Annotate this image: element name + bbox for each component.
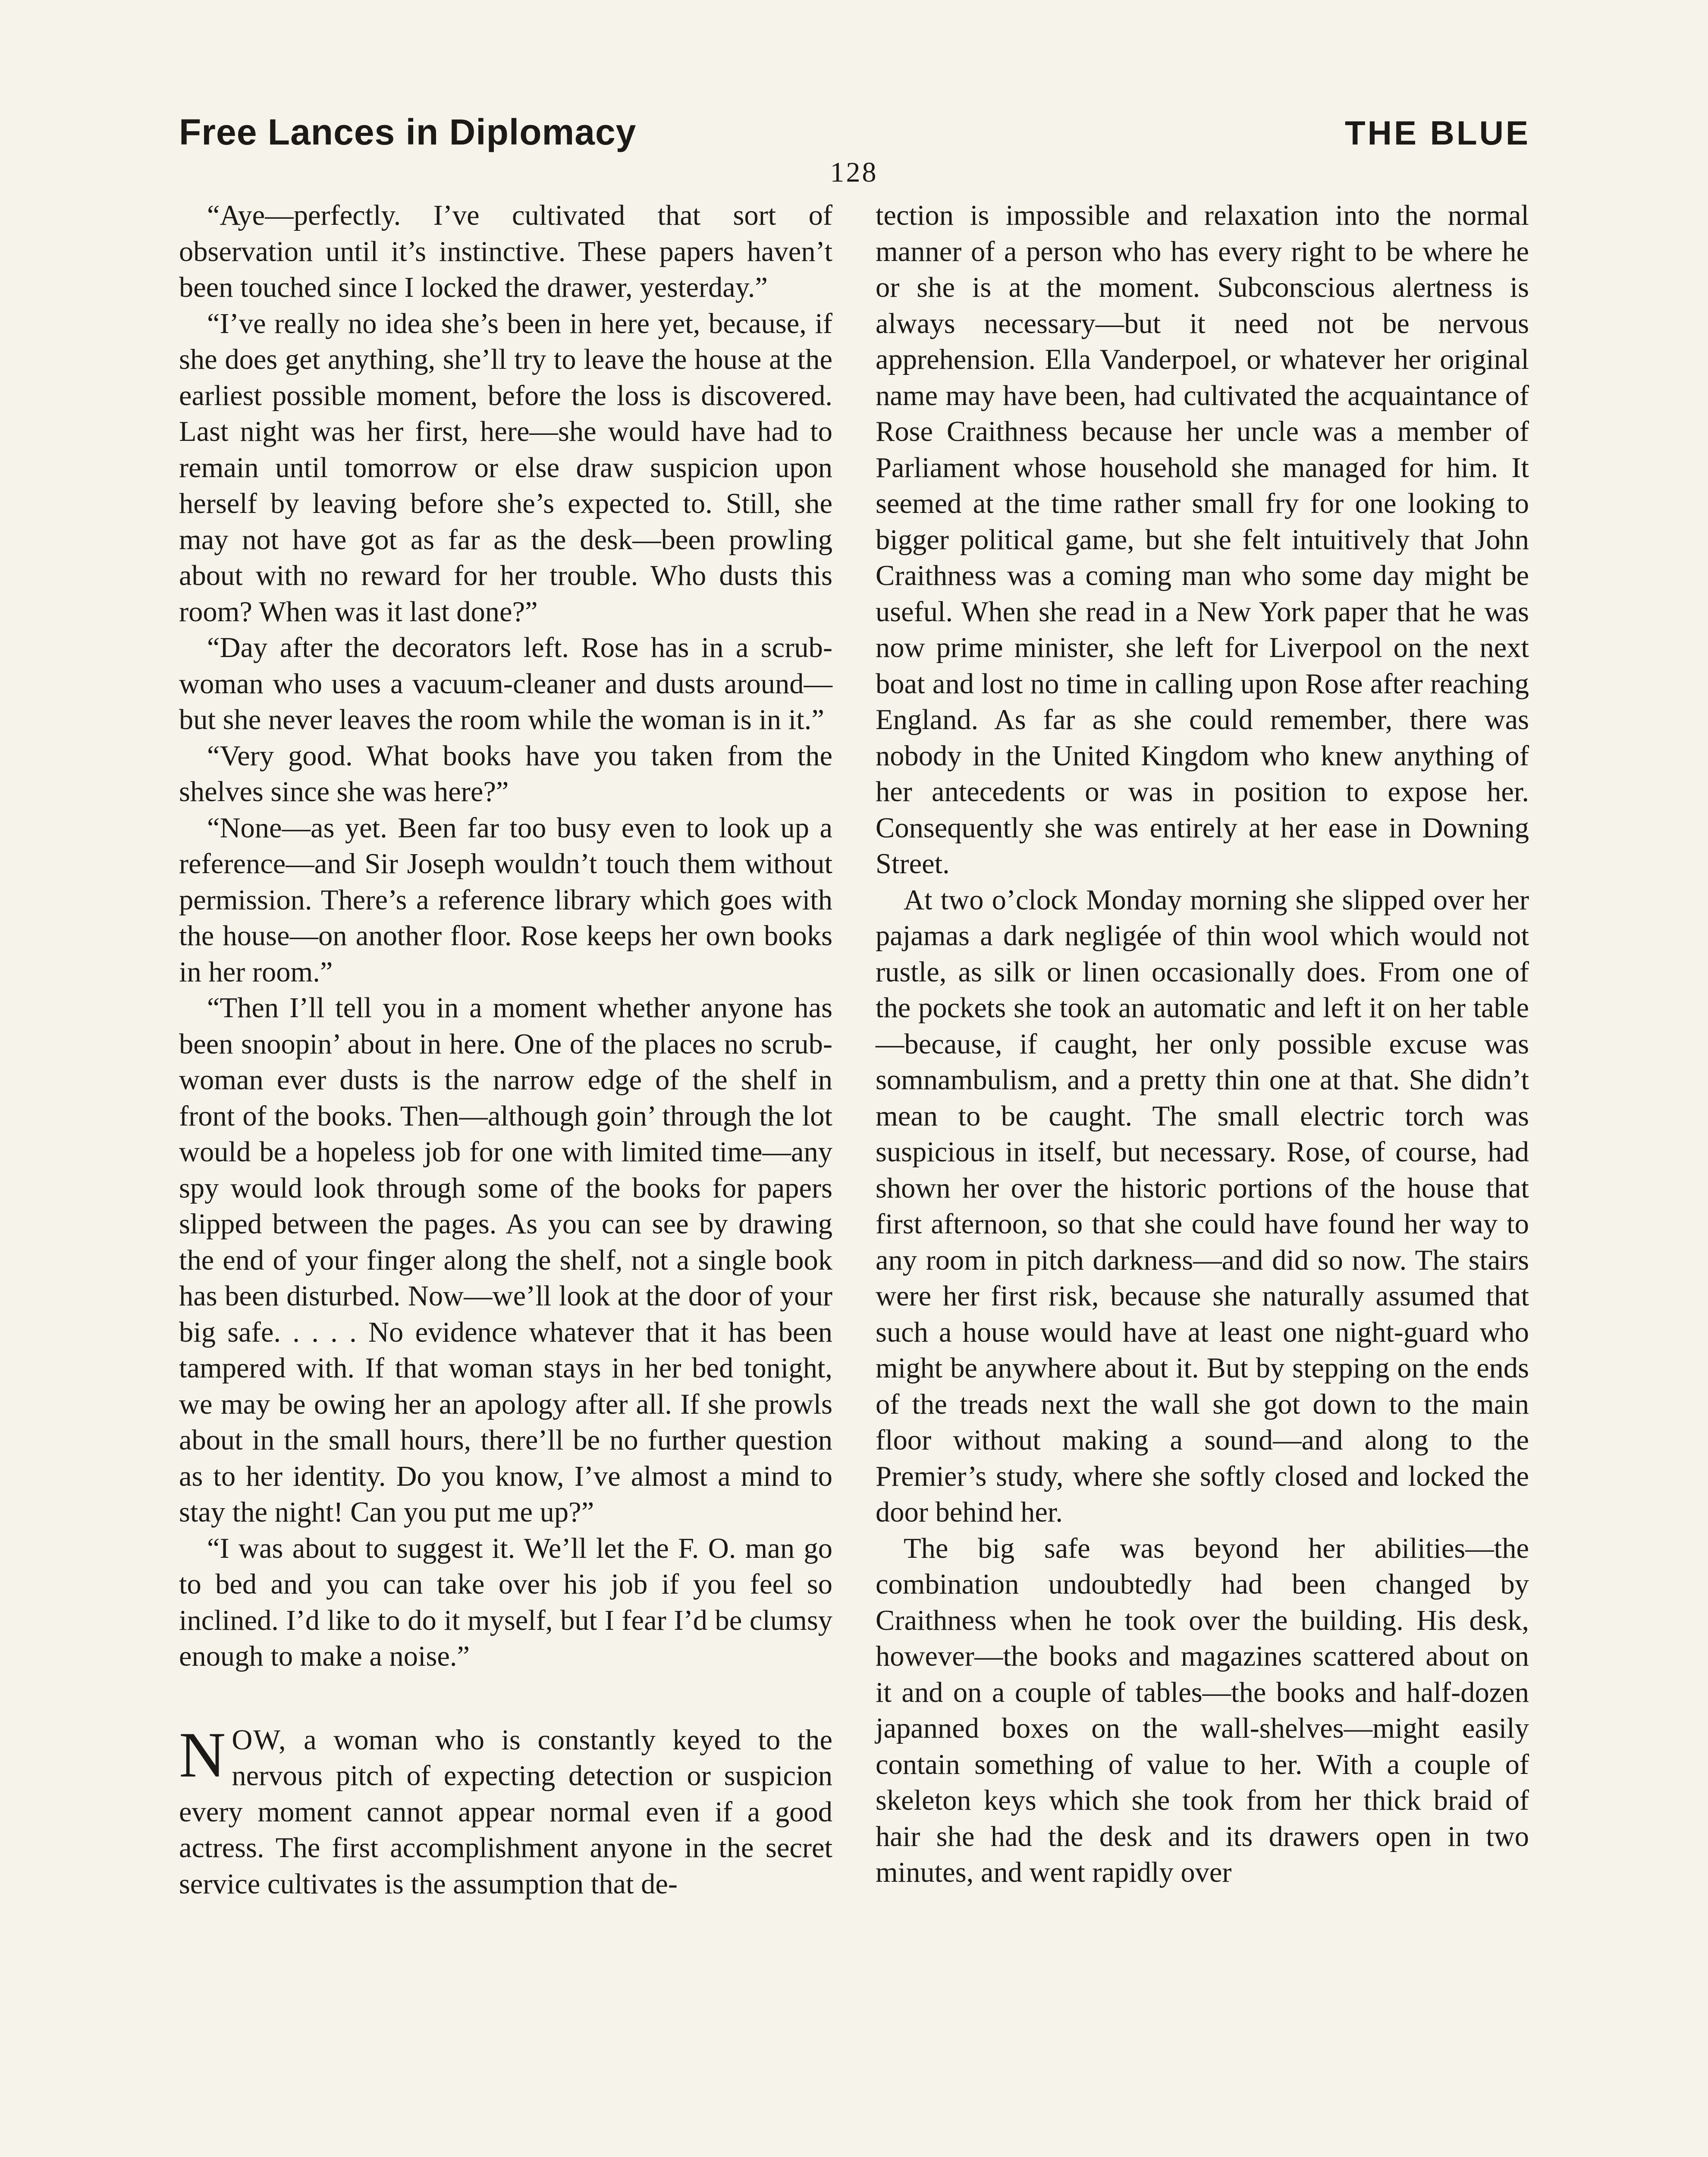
right-column: [876, 198, 1529, 1891]
paragraph: “Aye—perfectly. I’ve cultivated that sort of observation until it’s instinctive. These papers haven’t been touched since I locked the drawer, yesterday.”: [179, 200, 832, 303]
paragraph: “I’ve really no idea she’s been in here yet, because, if she does get anything, she’ll try to leave the house at the earliest possible moment, before the loss is discovered. Last night was her first, here—she would have had to remain until tomorrow or else draw suspicion upon herself by leaving before she’s expected to. Still, she may not have got as far as the desk—been prowling about with no reward for her trouble. Who dusts this room? When was it last done?”: [179, 308, 832, 628]
paragraph: The big safe was beyond her abilities—the combination undoubtedly had been changed by Craithness when he took over the building. His desk, however—the books and magazines scattered about on it and on a couple of tables—the books and half-dozen japanned boxes on the wall-shelves—might easily contain something of value to her. With a couple of skeleton keys which she took from her thick braid of hair she had the desk and its drawers open in two minutes, and went rapidly over: [876, 1532, 1529, 1888]
drop-cap: N: [179, 1719, 226, 1791]
paragraph: At two o’clock Monday morning she slipped over her pajamas a dark negligée of thin wool which would not rustle, as silk or linen occasionally does. From one of the pockets she took an automatic and left it on her table—because, if caught, her only possible excuse was somnambulism, and a pretty thin one at that. She didn’t mean to be caught. The small electric torch was suspicious in itself, but necessary. Rose, of course, had shown her over the historic portions of the house that first afternoon, so that she could have found her way to any room in pitch darkness—and did so now. The stairs were her first risk, because she naturally assumed that such a house would have at least one night-guard who might be anywhere about it. But by stepping on the ends of the treads next the wall she got down to the main floor without making a sound—and along to the Premier’s study, where she softly closed and locked the door behind her.: [876, 884, 1529, 1528]
paragraph: “Day after the decorators left. Rose has in a scrub-woman who uses a vacuum-cleaner and dusts around—but she never leaves the room while the woman is in it.”: [179, 632, 832, 736]
left-column: [179, 198, 832, 1902]
section-opening-paragraph: [179, 1719, 832, 1902]
page-number: 128: [830, 157, 878, 188]
paragraph: “None—as yet. Been far too busy even to look up a reference—and Sir Joseph wouldn’t touch them without permission. There’s a reference library which goes with the house—on another floor. Rose keeps her own books in her room.”: [179, 812, 832, 988]
magazine-name: THE BLUE: [1345, 114, 1530, 152]
section-smallcaps: OW,: [232, 1724, 287, 1756]
paragraph: “Very good. What books have you taken from the shelves since she was here?”: [179, 740, 832, 808]
story-title: Free Lances in Diplomacy: [179, 112, 637, 152]
paragraph: “Then I’ll tell you in a moment whether anyone has been snoopin’ about in here. One of the places no scrub-woman ever dusts is the narrow edge of the shelf in front of the books. Then—although goin’ through the lot would be a hopeless job for one with limited time—any spy would look through some of the books for papers slipped between the pages. As you can see by drawing the end of your finger along the shelf, not a single book has been disturbed. Now—we’ll look at the door of your big safe. . . . . No evidence whatever that it has been tampered with. If that woman stays in her bed tonight, we may be owing her an apology after all. If she prowls about in the small hours, there’ll be no further question as to her identity. Do you know, I’ve almost a mind to stay the night! Can you put me up?”: [179, 992, 832, 1528]
paragraph: “I was about to suggest it. We’ll let the F. O. man go to bed and you can take over his job if you feel so inclined. I’d like to do it myself, but I fear I’d be clumsy enough to make a noise.”: [179, 1532, 832, 1672]
paragraph-continued: tection is impossible and relaxation into the normal manner of a person who has every right to be where he or she is at the moment. Subconscious alertness is always necessary—but it need not be nervous apprehension. Ella Vanderpoel, or whatever her original name may have been, had cultivated the acquaintance of Rose Craithness because her uncle was a member of Parliament whose household she managed for him. It seemed at the time rather small fry for one looking to bigger political game, but she felt intuitively that John Craithness was a coming man who some day might be useful. When she read in a New York paper that he was now prime minister, she left for Liverpool on the next boat and lost no time in calling upon Rose after reaching England. As far as she could remember, there was nobody in the United Kingdom who knew anything of her antecedents or was in position to expose her. Consequently she was entirely at her ease in Downing Street.: [876, 200, 1529, 880]
running-head: [179, 111, 1530, 153]
section-text: a woman who is constantly keyed to the nervous pitch of expecting detection or suspicion every moment cannot appear normal even if a good actress. The first accomplishment anyone in the secret service cultivates is the assumption that de-: [179, 1724, 832, 1900]
